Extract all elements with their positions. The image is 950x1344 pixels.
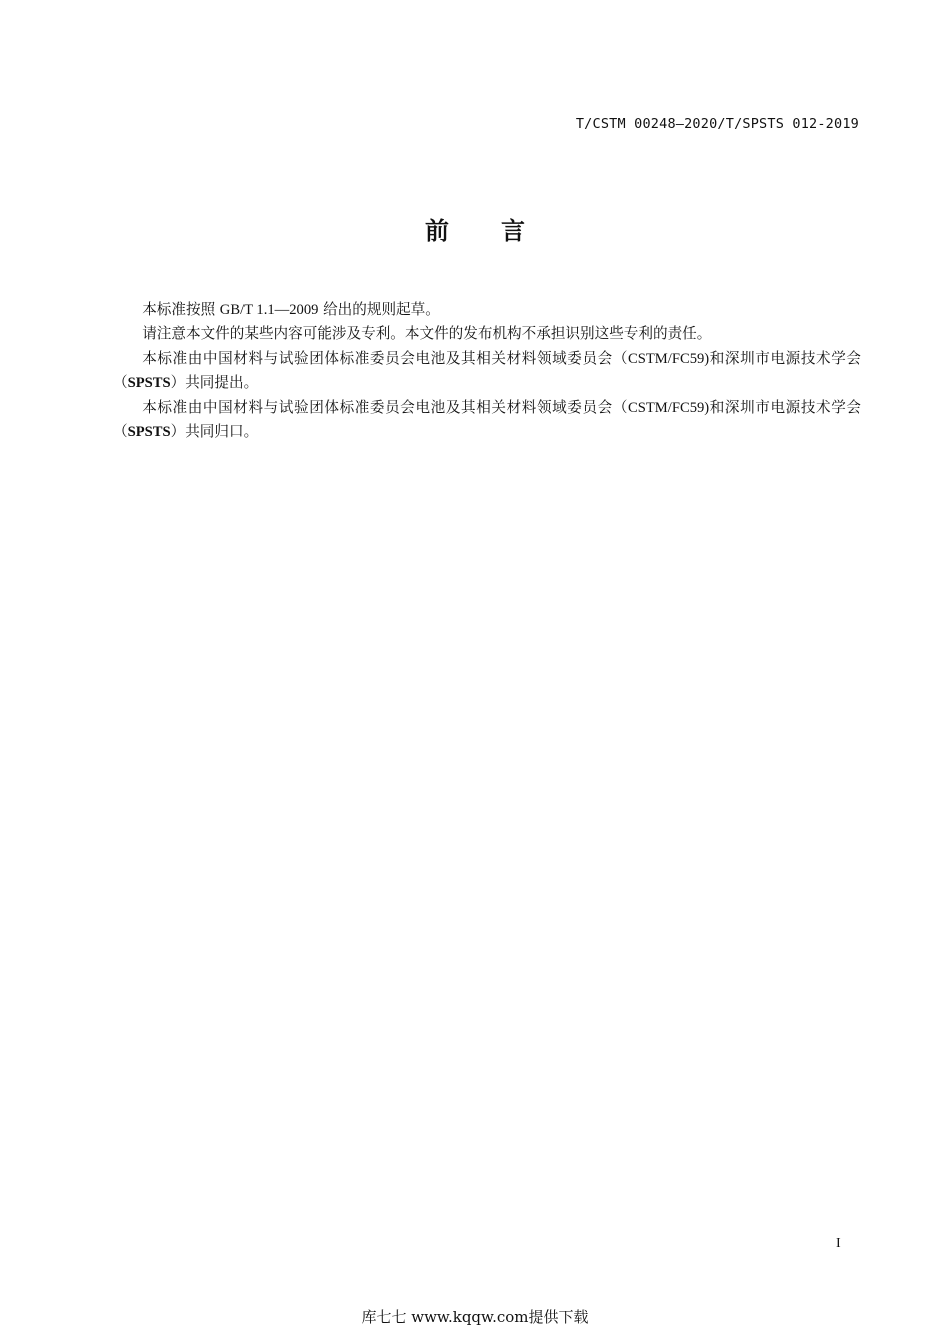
foreword-body [113,298,861,444]
paragraph-text: 请注意本文件的某些内容可能涉及专利。本文件的发布机构不承担识别这些专利的责任。 [142,325,712,343]
download-footer: 库七七 www.kqqw.com提供下载 [361,1308,589,1326]
committee-code: CSTM/FC59) [628,350,710,367]
standard-reference: GB/T 1.1—2009 [219,302,319,318]
paragraph-text: 和深圳市电源技术学会（ [113,349,861,392]
title-char-1: 前 [425,217,449,245]
paragraph-text: 本标准由中国材料与试验团体标准委员会电池及其相关材料领域委员会（ [142,349,629,367]
society-code: SPSTS [127,424,171,441]
paragraph-patent-notice [113,322,861,346]
paragraph-text: 本标准按照 [142,301,220,318]
document-code: T/CSTM 00248—2020/T/SPSTS 012-2019 [575,116,859,132]
paragraph-text: 本标准由中国材料与试验团体标准委员会电池及其相关材料领域委员会（ [142,398,629,416]
paragraph-proposed-by [113,347,861,396]
paragraph-text: ）共同归口。 [170,423,259,441]
paragraph-text: ）共同提出。 [170,374,259,392]
paragraph-text: 和深圳市电源技术学会（ [113,398,861,441]
paragraph-text: 给出的规则起草。 [318,301,440,318]
page-number: I [836,1236,841,1251]
society-code: SPSTS [127,375,171,392]
page-title [0,211,950,246]
title-char-2: 言 [501,217,525,245]
paragraph-centralized-by [113,396,861,445]
paragraph-drafting-rules [113,298,861,322]
committee-code: CSTM/FC59) [628,399,710,416]
